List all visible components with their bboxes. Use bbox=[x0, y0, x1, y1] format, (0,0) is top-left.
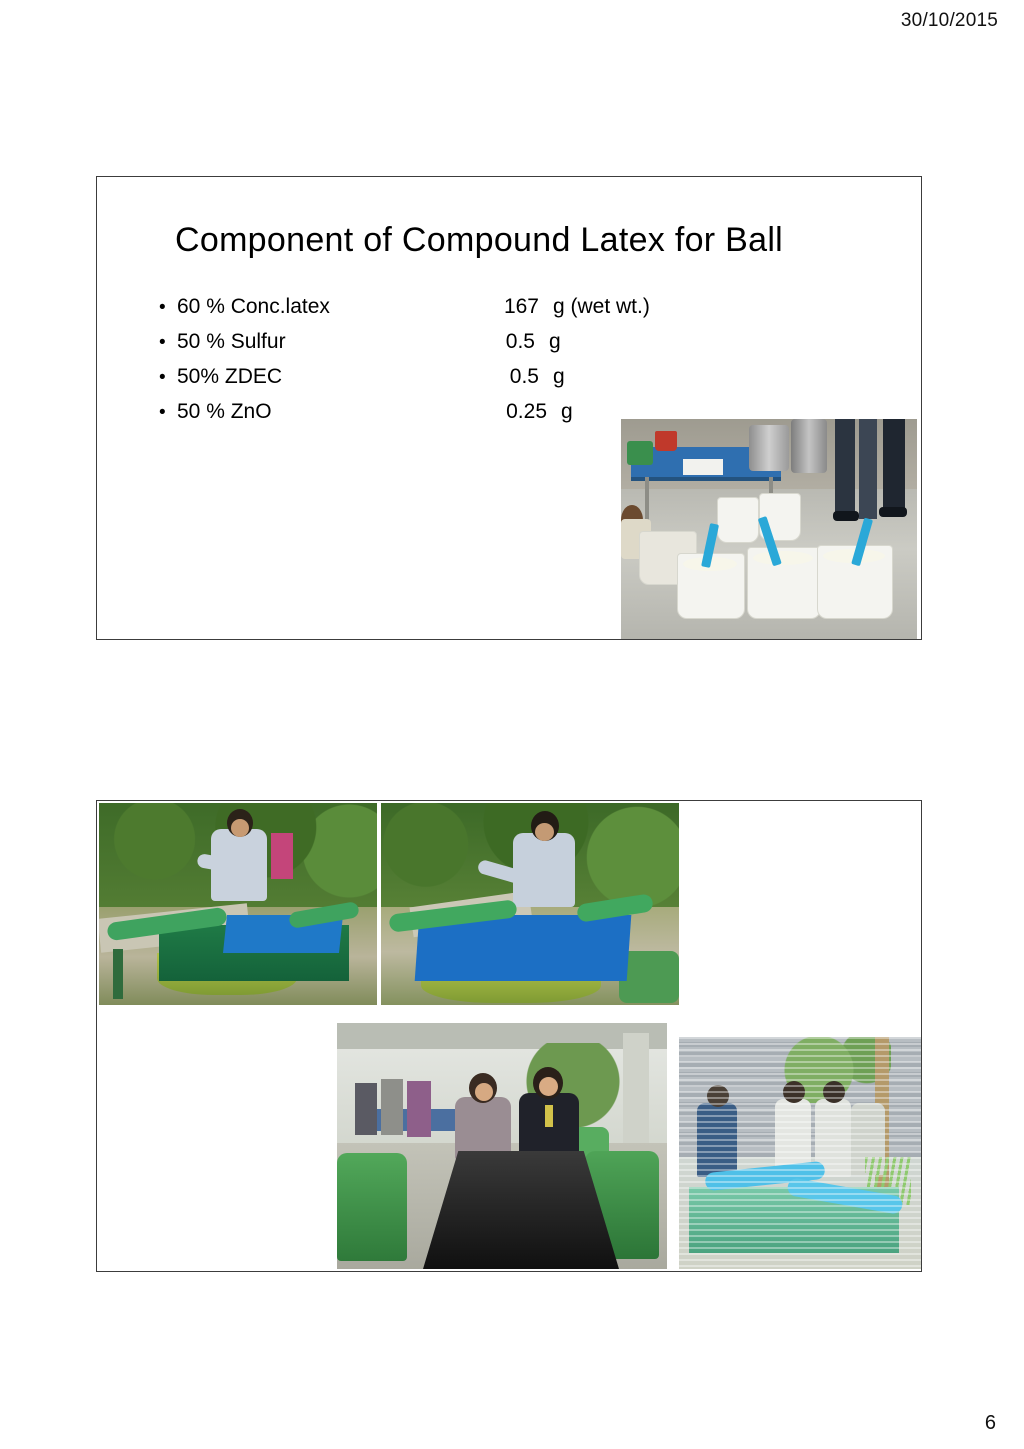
shoe-2 bbox=[879, 507, 907, 517]
lanyard-badge bbox=[545, 1105, 553, 1127]
person-face bbox=[539, 1077, 558, 1096]
latex-surface bbox=[753, 551, 813, 565]
photo-rolling-green-blue-sheet bbox=[99, 803, 377, 1005]
slide-1 bbox=[96, 176, 922, 640]
component-unit: g bbox=[553, 365, 565, 388]
component-value: 167 bbox=[503, 295, 539, 318]
component-unit: g bbox=[549, 330, 561, 353]
photo-spreading-blue-sheet bbox=[381, 803, 679, 1005]
person-body bbox=[455, 1097, 511, 1159]
shoe-1 bbox=[833, 511, 859, 521]
photo-group-blue-rolls bbox=[679, 1037, 921, 1269]
bucket bbox=[717, 497, 759, 543]
paper-sheet bbox=[683, 459, 723, 475]
bullet-icon: • bbox=[159, 402, 166, 423]
person-body bbox=[519, 1093, 579, 1161]
photo-latex-buckets bbox=[621, 419, 917, 639]
person-face bbox=[535, 823, 554, 841]
document-date: 30/10/2015 bbox=[900, 10, 998, 31]
bullet-icon: • bbox=[159, 332, 166, 353]
list-item bbox=[159, 295, 799, 330]
component-value: 0.25 bbox=[506, 400, 547, 423]
scan-artifact bbox=[679, 1037, 921, 1269]
slide-2 bbox=[96, 800, 922, 1272]
person-legs-2 bbox=[859, 419, 877, 519]
component-list bbox=[159, 295, 799, 435]
metal-pot-2 bbox=[791, 419, 827, 473]
person-face bbox=[231, 819, 249, 837]
component-name: 50% ZDEC bbox=[177, 365, 283, 388]
background-person bbox=[355, 1083, 377, 1135]
photo-two-women-black-sheet bbox=[337, 1023, 667, 1269]
component-unit: g (wet wt.) bbox=[553, 295, 650, 318]
person-face bbox=[475, 1083, 493, 1101]
component-value: 0.5 bbox=[509, 365, 539, 388]
page-number: 6 bbox=[984, 1412, 996, 1434]
page-title: Component of Compound Latex for Ball bbox=[175, 221, 784, 259]
component-value: 0.5 bbox=[505, 330, 535, 353]
component-name: 60 % Conc.latex bbox=[177, 295, 330, 318]
person-legs-1 bbox=[835, 419, 855, 515]
red-cup bbox=[655, 431, 677, 451]
green-cup bbox=[627, 441, 653, 465]
metal-pot bbox=[749, 425, 789, 471]
bystander bbox=[271, 833, 293, 879]
list-item bbox=[159, 330, 799, 365]
background-person bbox=[381, 1079, 403, 1135]
bullet-icon: • bbox=[159, 367, 166, 388]
component-name: 50 % Sulfur bbox=[177, 330, 286, 353]
component-name: 50 % ZnO bbox=[177, 400, 272, 423]
green-chair bbox=[337, 1153, 407, 1261]
component-unit: g bbox=[561, 400, 573, 423]
list-item bbox=[159, 365, 799, 400]
person-legs-3 bbox=[883, 419, 905, 511]
bullet-icon: • bbox=[159, 297, 166, 318]
background-person bbox=[407, 1081, 431, 1137]
table-leg bbox=[113, 949, 123, 999]
